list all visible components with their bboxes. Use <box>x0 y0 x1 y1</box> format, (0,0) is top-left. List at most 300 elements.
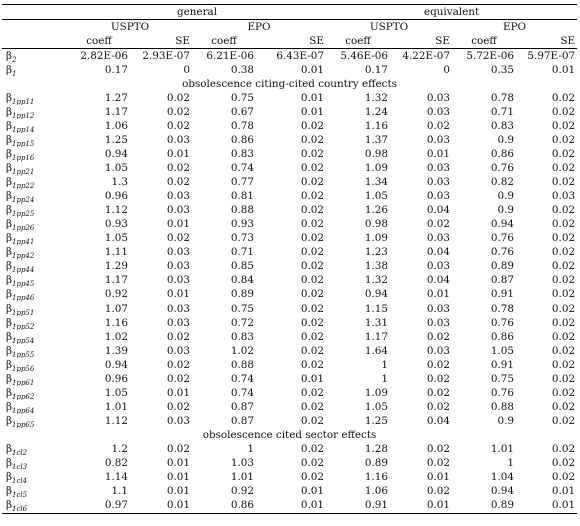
coefficient-subscript: 1pp42 <box>12 252 35 260</box>
coeff-cell: 1.16 <box>364 471 389 484</box>
table-row <box>2 260 577 274</box>
coefficient-subscript: 1pp51 <box>12 308 35 317</box>
coefficient-symbol: β <box>6 288 13 301</box>
se-cell: 0.03 <box>166 302 190 315</box>
coeff-cell: 0.93 <box>230 218 254 231</box>
coefficient-label <box>2 471 68 485</box>
section-title: obsolescence cited sector effects <box>202 428 377 441</box>
se-cell: 0.02 <box>551 330 576 343</box>
coefficient-symbol: β <box>6 485 13 498</box>
se-cell: 0.03 <box>166 246 190 259</box>
se-cell: 0.02 <box>426 457 451 470</box>
coefficient-label <box>2 49 68 64</box>
coefficient-subscript: 1pp62 <box>12 392 35 401</box>
se-cell: 0.02 <box>300 260 325 273</box>
se-cell: 0.02 <box>426 119 451 132</box>
se-cell: 0.02 <box>551 316 576 329</box>
se-cell: 0.02 <box>300 119 325 132</box>
coefficient-subscript: 1pp25 <box>12 210 35 218</box>
coefficient-symbol: β <box>6 316 13 329</box>
coeff-cell: 1.28 <box>364 442 389 455</box>
table-row <box>2 302 577 316</box>
se-cell: 0.03 <box>426 190 451 203</box>
se-cell: 0.03 <box>426 133 451 146</box>
section-title-row <box>2 77 577 91</box>
se-cell: 0.03 <box>166 133 190 146</box>
se-cell: 0.02 <box>551 246 576 259</box>
coefficient-subscript: 1cl4 <box>12 477 28 485</box>
table-row <box>2 330 577 344</box>
coeff-cell: 0.86 <box>230 133 254 146</box>
se-cell: 0.02 <box>551 372 576 385</box>
table-row <box>2 162 577 176</box>
se-cell: 5.97E-07 <box>527 49 576 62</box>
coefficient-subscript: 1pp22 <box>12 182 35 190</box>
table-row <box>2 499 577 514</box>
coeff-cell: 1.01 <box>230 471 254 484</box>
coefficient-subscript: 1pp61 <box>12 378 35 387</box>
coeff-cell: 1.05 <box>364 400 389 413</box>
stat-header: coeff <box>68 34 130 49</box>
se-cell: 0.02 <box>551 105 576 118</box>
se-cell: 0.02 <box>300 274 325 287</box>
coeff-cell: 5.46E-06 <box>340 49 389 62</box>
coeff-cell: 0.89 <box>230 288 254 301</box>
se-cell: 0.02 <box>551 386 576 399</box>
table-row <box>2 218 577 232</box>
coeff-cell: 0.98 <box>364 147 389 160</box>
coefficient-label <box>2 218 68 232</box>
coefficient-subscript: 1pp45 <box>12 280 35 288</box>
coeff-cell: 1.05 <box>104 386 128 399</box>
coeff-cell: 0.89 <box>490 260 515 273</box>
coefficient-symbol: β <box>6 302 13 315</box>
se-cell: 0.01 <box>166 386 190 399</box>
coeff-cell: 0.82 <box>490 176 515 189</box>
coeff-cell: 0.76 <box>490 162 515 175</box>
coefficient-label <box>2 232 68 246</box>
se-cell: 0.03 <box>166 274 190 287</box>
coeff-cell: 0.38 <box>230 63 254 76</box>
coeff-cell: 1.23 <box>364 246 389 259</box>
se-cell: 0.04 <box>426 246 451 259</box>
table-row <box>2 204 577 218</box>
se-cell: 0.03 <box>166 414 190 427</box>
coefficient-label <box>2 119 68 133</box>
coefficient-symbol: β <box>6 176 13 189</box>
coeff-cell: 1 <box>381 372 389 385</box>
coeff-cell: 0.82 <box>104 457 128 470</box>
coefficient-symbol: β <box>6 190 13 203</box>
coeff-cell: 0.94 <box>490 485 515 498</box>
stat-header: coeff <box>326 34 390 49</box>
coeff-cell: 1.17 <box>104 105 128 118</box>
coeff-cell: 1.09 <box>364 386 389 399</box>
coeff-cell: 0.89 <box>452 499 516 514</box>
se-cell: 0.01 <box>300 105 325 118</box>
coeff-cell: 1.3 <box>111 176 128 189</box>
regression-table <box>2 4 577 514</box>
coeff-cell: 0.86 <box>490 330 515 343</box>
se-cell: 0.02 <box>551 204 576 217</box>
coeff-cell: 0.89 <box>364 457 389 470</box>
coeff-cell: 0.94 <box>104 147 128 160</box>
coeff-cell: 0.9 <box>497 190 515 203</box>
coeff-cell: 1.02 <box>104 330 128 343</box>
se-cell: 0.02 <box>300 442 325 455</box>
coeff-cell: 1.15 <box>364 302 389 315</box>
coefficient-symbol: β <box>6 162 13 175</box>
coeff-cell: 1.37 <box>364 133 389 146</box>
se-cell: 4.22E-07 <box>402 49 451 62</box>
se-cell: 0.02 <box>551 119 576 132</box>
coefficient-subscript: 1pp11 <box>12 97 35 106</box>
table-row <box>2 105 577 119</box>
se-cell: 0.02 <box>300 386 325 399</box>
table-row <box>2 485 577 499</box>
coefficient-label <box>2 260 68 274</box>
coeff-cell: 1.16 <box>364 119 389 132</box>
coeff-cell: 0.87 <box>230 400 254 413</box>
coefficient-symbol: β <box>6 91 13 104</box>
coeff-cell: 0.96 <box>104 190 128 203</box>
coeff-cell: 0.35 <box>490 63 515 76</box>
se-cell: 0.01 <box>166 457 190 470</box>
se-cell: 0.02 <box>551 147 576 160</box>
se-cell: 0.02 <box>426 372 451 385</box>
se-cell: 0.02 <box>300 344 325 357</box>
coeff-cell: 1 <box>381 358 389 371</box>
coefficient-symbol: β <box>6 232 13 245</box>
coeff-cell: 1.06 <box>364 485 389 498</box>
office-header-uspto-equivalent: USPTO <box>369 20 409 33</box>
se-cell: 0.03 <box>426 302 451 315</box>
coefficient-symbol: β <box>6 344 13 357</box>
coeff-cell: 1 <box>247 442 254 455</box>
table-row <box>2 372 577 386</box>
coeff-cell: 1.25 <box>104 133 128 146</box>
coeff-cell: 0.97 <box>68 499 130 514</box>
coefficient-label <box>2 316 68 330</box>
coeff-cell: 6.21E-06 <box>206 49 254 62</box>
coeff-cell: 1.1 <box>111 485 128 498</box>
office-header-uspto-general: USPTO <box>110 20 150 33</box>
se-cell: 6.43E-07 <box>276 49 325 62</box>
coeff-cell: 1.11 <box>104 246 128 259</box>
se-cell: 0.02 <box>551 274 576 287</box>
coeff-cell: 0.87 <box>230 414 254 427</box>
se-cell: 0.04 <box>426 414 451 427</box>
se-cell: 0.02 <box>551 162 576 175</box>
se-cell: 0.02 <box>300 204 325 217</box>
group-header-general: general <box>68 5 326 20</box>
se-cell: 0.01 <box>300 485 325 498</box>
coeff-cell: 0.84 <box>230 274 254 287</box>
se-cell: 0.02 <box>300 302 325 315</box>
coefficient-subscript: 1pp64 <box>12 406 35 415</box>
coeff-cell: 1.2 <box>111 442 128 455</box>
coeff-cell: 0.76 <box>490 232 515 245</box>
coefficient-subscript: 1pp26 <box>12 224 35 232</box>
table-row <box>2 246 577 260</box>
stat-header: coeff <box>452 34 516 49</box>
coefficient-label <box>2 372 68 386</box>
se-cell: 0.02 <box>300 190 325 203</box>
se-cell: 0.02 <box>551 344 576 357</box>
coeff-cell: 1.32 <box>364 91 389 104</box>
coeff-cell: 1.09 <box>364 232 389 245</box>
table-row <box>2 442 577 456</box>
coeff-cell: 1.31 <box>364 316 389 329</box>
group-header-row <box>2 5 577 20</box>
coeff-cell: 1.38 <box>364 260 389 273</box>
se-cell: 0.02 <box>166 372 190 385</box>
coeff-cell: 0.94 <box>490 218 515 231</box>
table-row <box>2 414 577 428</box>
se-cell: 0.01 <box>390 499 452 514</box>
se-cell: 0.01 <box>256 499 326 514</box>
coeff-cell: 1.01 <box>490 442 515 455</box>
coefficient-label <box>2 499 68 514</box>
table-row <box>2 358 577 372</box>
coefficient-label <box>2 133 68 147</box>
coeff-cell: 0.92 <box>230 485 254 498</box>
coeff-cell: 0.74 <box>230 386 254 399</box>
se-cell: 0.01 <box>166 288 190 301</box>
coeff-cell: 0.91 <box>326 499 390 514</box>
se-cell: 0.01 <box>300 91 325 104</box>
office-header-row <box>2 20 577 35</box>
coefficient-subscript: 2 <box>12 55 17 64</box>
coeff-cell: 1.05 <box>104 162 128 175</box>
coeff-cell: 1.27 <box>104 91 128 104</box>
group-header-equivalent: equivalent <box>326 5 577 20</box>
coeff-cell: 0.78 <box>490 302 515 315</box>
se-cell: 0.02 <box>551 176 576 189</box>
coeff-cell: 0.88 <box>230 358 254 371</box>
coefficient-symbol: β <box>6 457 13 470</box>
stat-header: coeff <box>192 34 256 49</box>
corner-cell <box>2 5 68 20</box>
coeff-cell: 1.14 <box>104 471 128 484</box>
se-cell: 0.02 <box>300 133 325 146</box>
se-cell: 0.03 <box>426 105 451 118</box>
table-row <box>2 190 577 204</box>
se-cell: 0.03 <box>426 162 451 175</box>
coeff-cell: 5.72E-06 <box>466 49 515 62</box>
table-row <box>2 471 577 485</box>
coeff-cell: 0.86 <box>490 147 515 160</box>
coefficient-subscript: 1cl2 <box>12 449 28 457</box>
coeff-cell: 1.03 <box>230 457 254 470</box>
se-cell: 0.02 <box>300 358 325 371</box>
se-cell: 0.01 <box>426 288 451 301</box>
se-cell: 0.03 <box>426 91 451 104</box>
coeff-cell: 0.87 <box>490 274 515 287</box>
coefficient-subscript: 1pp56 <box>12 364 35 373</box>
coeff-cell: 1.05 <box>104 232 128 245</box>
coefficient-symbol: β <box>6 400 13 413</box>
coefficient-label <box>2 414 68 428</box>
coeff-cell: 1.06 <box>104 119 128 132</box>
se-cell: 0.02 <box>551 133 576 146</box>
stat-header: SE <box>516 34 577 49</box>
table-row <box>2 274 577 288</box>
coeff-cell: 0.75 <box>230 91 254 104</box>
coefficient-symbol: β <box>6 119 13 132</box>
coeff-cell: 0.83 <box>230 330 254 343</box>
coefficient-subscript: 1pp15 <box>12 140 35 148</box>
coeff-cell: 1.05 <box>364 190 389 203</box>
coefficient-symbol: β <box>6 414 13 427</box>
coefficient-label <box>2 105 68 119</box>
se-cell: 0.02 <box>166 400 190 413</box>
coefficient-symbol: β <box>6 330 13 343</box>
se-cell: 0.04 <box>426 204 451 217</box>
se-cell: 0.02 <box>551 400 576 413</box>
coefficient-label <box>2 204 68 218</box>
office-header-epo-equivalent: EPO <box>502 20 527 33</box>
table-row <box>2 400 577 414</box>
coeff-cell: 0.71 <box>490 105 515 118</box>
coeff-cell: 1.04 <box>490 471 515 484</box>
coeff-cell: 1.39 <box>104 344 128 357</box>
coeff-cell: 1.07 <box>104 302 128 315</box>
coefficient-label <box>2 288 68 302</box>
coeff-cell: 0.88 <box>230 204 254 217</box>
se-cell: 0.01 <box>166 485 190 498</box>
table-row <box>2 288 577 302</box>
coefficient-label <box>2 485 68 499</box>
se-cell: 0.01 <box>166 218 190 231</box>
coeff-cell: 0.78 <box>230 119 254 132</box>
se-cell: 0.02 <box>551 471 576 484</box>
se-cell: 0.02 <box>300 218 325 231</box>
table-row <box>2 316 577 330</box>
coefficient-subscript: 1pp65 <box>12 420 35 429</box>
coeff-cell: 0.94 <box>104 358 128 371</box>
se-cell: 0.02 <box>426 442 451 455</box>
table-row <box>2 344 577 358</box>
se-cell: 0.02 <box>166 358 190 371</box>
coefficient-symbol: β <box>6 63 13 76</box>
coefficient-symbol: β <box>6 49 13 62</box>
se-cell: 0.01 <box>551 485 576 498</box>
coefficient-subscript: 1pp52 <box>12 322 35 331</box>
coefficient-symbol: β <box>6 204 13 217</box>
stat-header: SE <box>390 34 452 49</box>
coeff-cell: 0.75 <box>490 372 515 385</box>
table-row <box>2 386 577 400</box>
se-cell: 0.01 <box>166 471 190 484</box>
se-cell: 0.02 <box>551 457 576 470</box>
se-cell: 0.02 <box>300 246 325 259</box>
coefficient-subscript: 1pp12 <box>12 111 35 120</box>
se-cell: 0.03 <box>426 260 451 273</box>
coeff-cell: 0.91 <box>490 358 515 371</box>
coeff-cell: 1.12 <box>104 204 128 217</box>
se-cell: 0.02 <box>551 232 576 245</box>
coeff-cell: 1.17 <box>364 330 389 343</box>
coeff-cell: 0.9 <box>497 204 515 217</box>
coefficient-label <box>2 274 68 288</box>
se-cell: 0.02 <box>426 358 451 371</box>
coefficient-label <box>2 344 68 358</box>
se-cell: 0.02 <box>551 260 576 273</box>
coefficient-subscript: 1pp14 <box>12 125 35 134</box>
se-cell: 0.02 <box>166 442 190 455</box>
coefficient-label <box>2 147 68 161</box>
se-cell: 0.02 <box>300 316 325 329</box>
coefficient-label <box>2 176 68 190</box>
corner-cell <box>2 20 68 35</box>
se-cell: 0.02 <box>300 232 325 245</box>
se-cell: 0.02 <box>166 91 190 104</box>
coeff-cell: 0.98 <box>364 218 389 231</box>
se-cell: 0 <box>183 63 190 76</box>
se-cell: 0.01 <box>300 372 325 385</box>
coeff-cell: 0.17 <box>104 63 128 76</box>
coeff-cell: 0.9 <box>497 414 515 427</box>
table-body <box>2 5 577 514</box>
coeff-cell: 0.77 <box>230 176 254 189</box>
stat-header-row <box>2 34 577 49</box>
coefficient-label <box>2 302 68 316</box>
se-cell: 0.01 <box>300 63 325 76</box>
coeff-cell: 0.81 <box>230 190 254 203</box>
coefficient-subscript: 1pp21 <box>12 168 35 176</box>
se-cell: 0.02 <box>551 302 576 315</box>
se-cell: 0.02 <box>300 400 325 413</box>
coeff-cell: 1.24 <box>364 105 389 118</box>
coeff-cell: 0.96 <box>104 372 128 385</box>
se-cell: 0.02 <box>426 485 451 498</box>
coefficient-subscript: 1pp55 <box>12 350 35 359</box>
coeff-cell: 0.9 <box>497 133 515 146</box>
se-cell: 0.02 <box>551 218 576 231</box>
coeff-cell: 0.83 <box>490 119 515 132</box>
coeff-cell: 0.93 <box>104 218 128 231</box>
coeff-cell: 0.71 <box>230 246 254 259</box>
coeff-cell: 0.17 <box>364 63 389 76</box>
section-title-row <box>2 428 577 442</box>
coeff-cell: 1.32 <box>364 274 389 287</box>
table-row <box>2 147 577 161</box>
coefficient-subscript: 1pp16 <box>12 154 35 162</box>
se-cell: 0.03 <box>166 204 190 217</box>
se-cell: 0.02 <box>300 176 325 189</box>
coefficient-symbol: β <box>6 246 13 259</box>
table-row <box>2 91 577 105</box>
coefficient-label <box>2 91 68 105</box>
se-cell: 0.02 <box>426 400 451 413</box>
coefficient-subscript: 1pp24 <box>12 196 35 204</box>
coeff-cell: 0.92 <box>104 288 128 301</box>
coefficient-symbol: β <box>6 372 13 385</box>
se-cell: 0.02 <box>300 162 325 175</box>
coefficient-label <box>2 400 68 414</box>
se-cell: 0.03 <box>426 176 451 189</box>
table-row <box>2 457 577 471</box>
se-cell: 0.03 <box>551 190 576 203</box>
coefficient-symbol: β <box>6 471 13 484</box>
coeff-cell: 2.82E-06 <box>80 49 128 62</box>
coeff-cell: 0.88 <box>490 400 515 413</box>
coeff-cell: 0.72 <box>230 316 254 329</box>
coefficient-subscript: 1pp46 <box>12 294 35 302</box>
se-cell: 0.02 <box>166 119 190 132</box>
office-header-epo-general: EPO <box>247 20 271 33</box>
